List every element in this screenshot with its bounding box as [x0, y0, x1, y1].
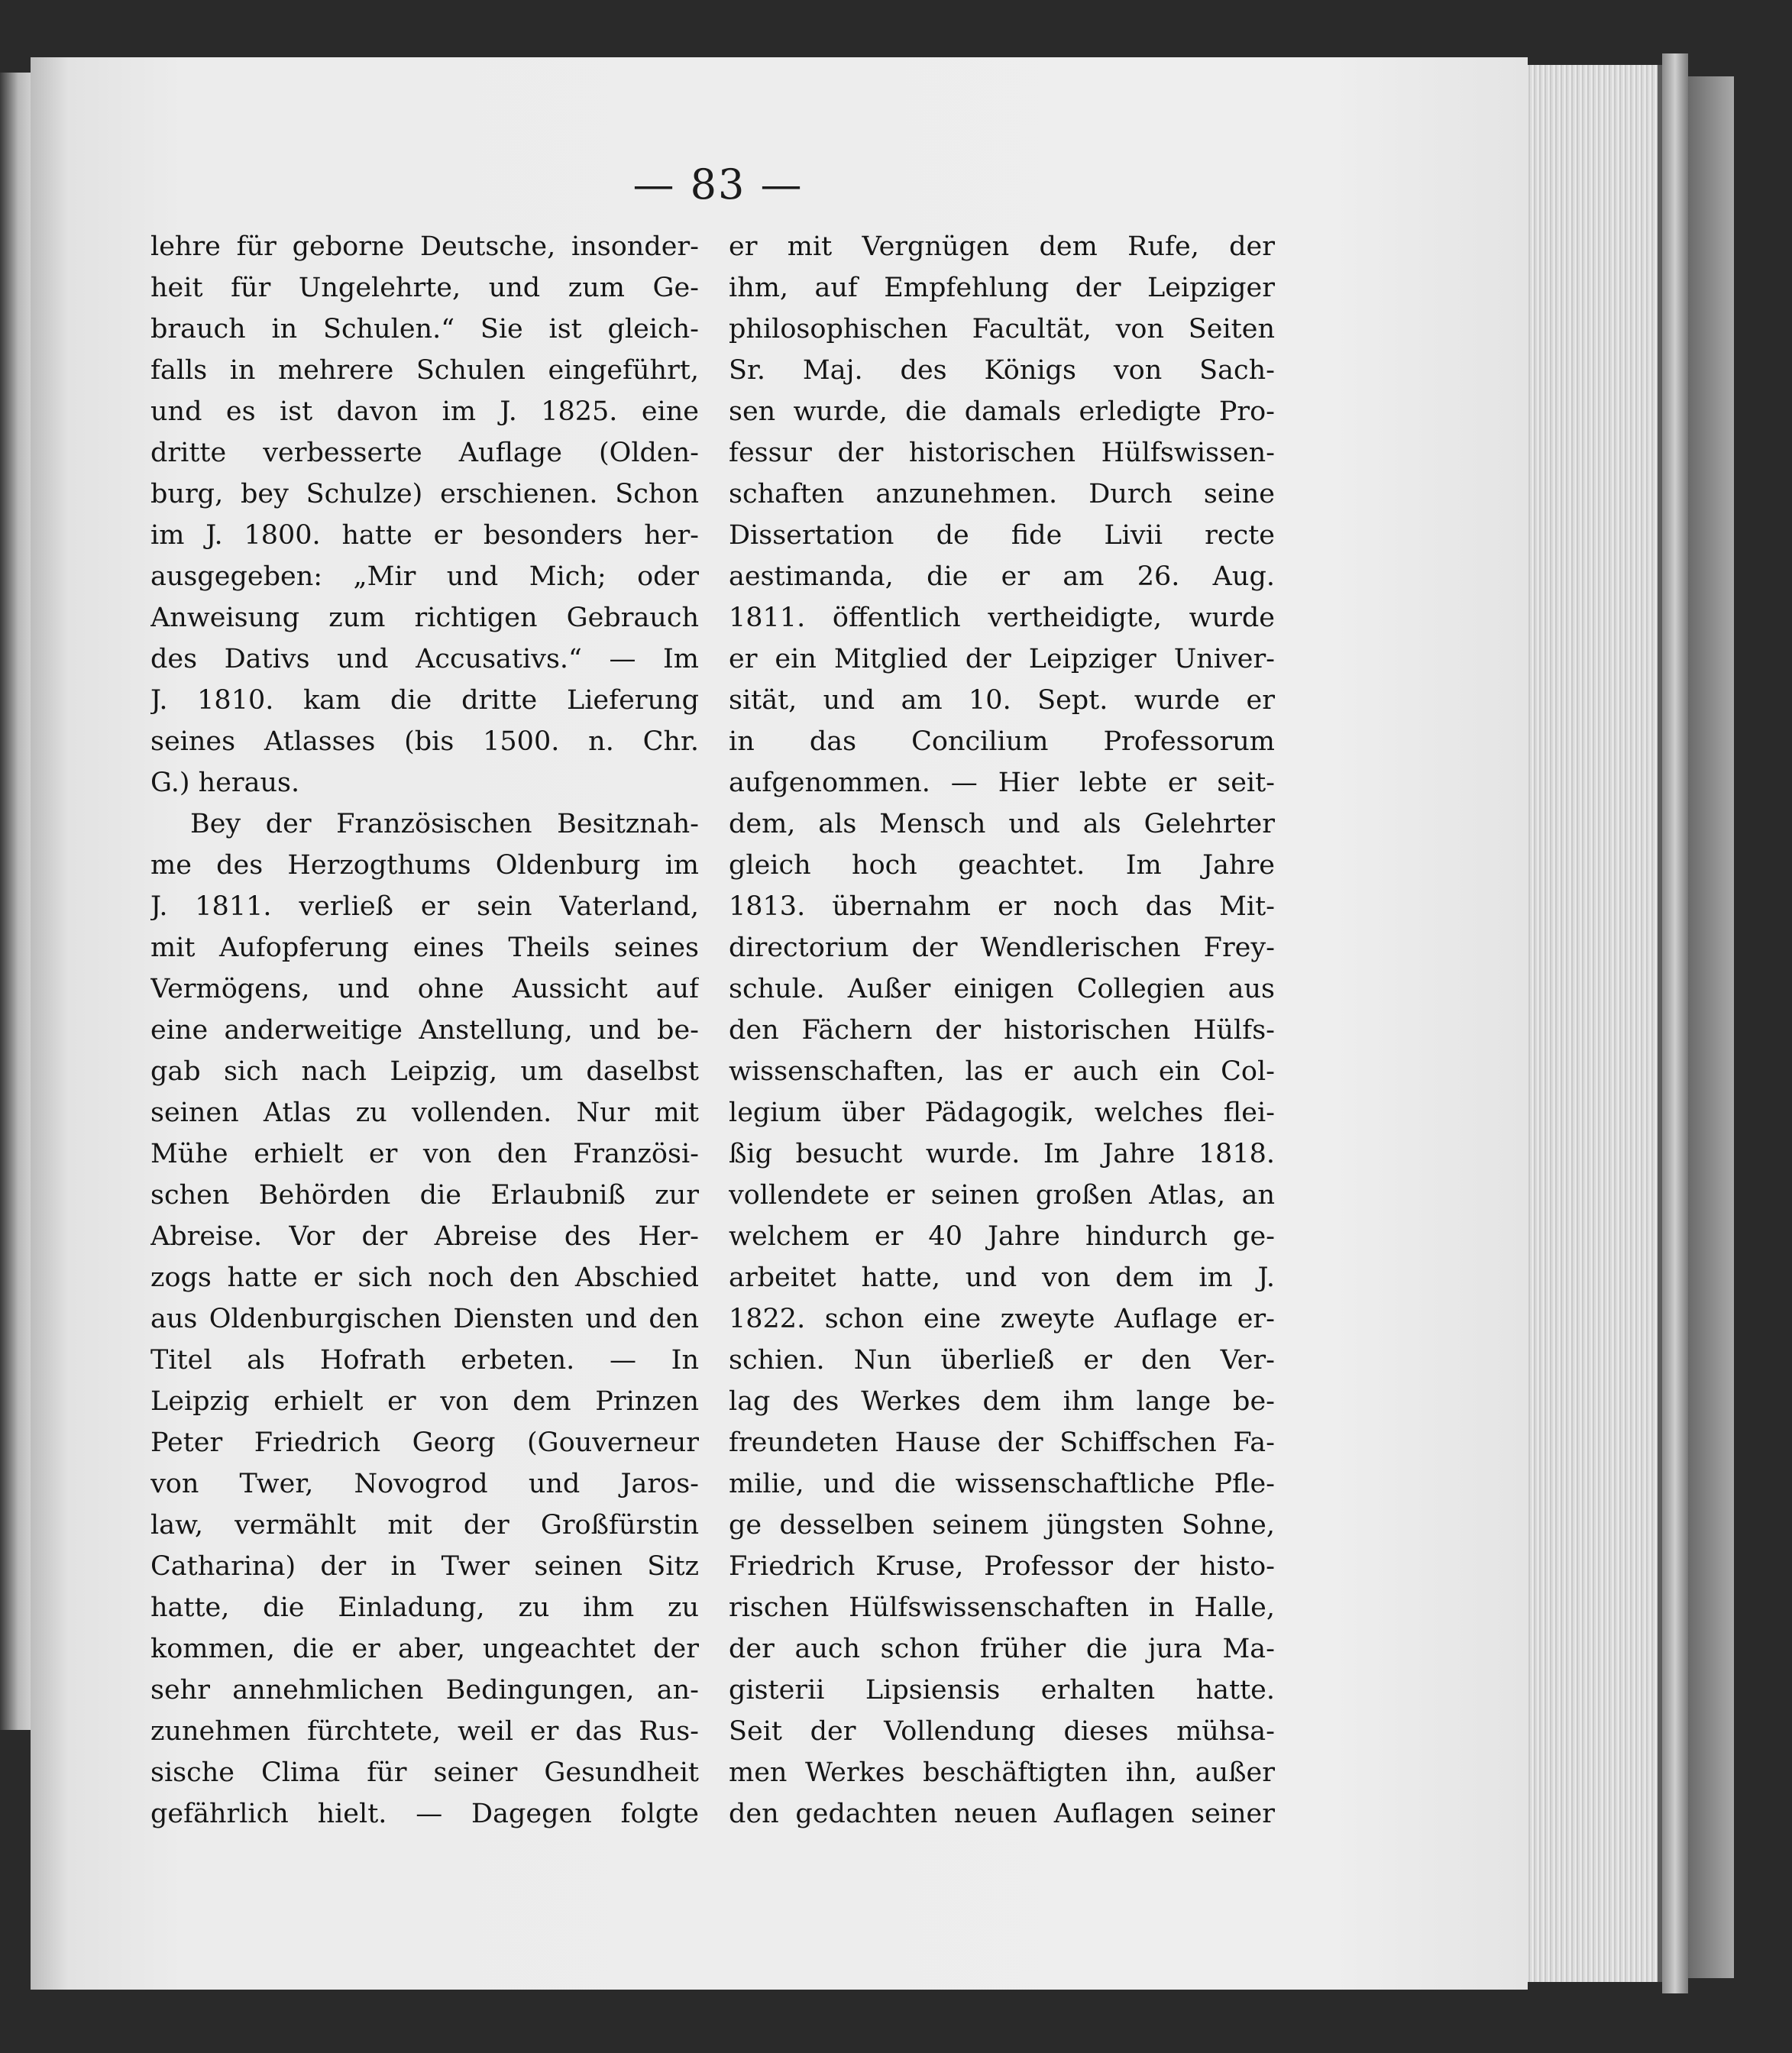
- text-line: gleich hoch geachtet. Im Jahre: [729, 850, 1275, 881]
- text-line: lehre für geborne Deutsche, insonder-: [150, 231, 699, 262]
- text-line: Anweisung zum richtigen Gebrauch: [150, 603, 699, 633]
- text-line: schen Behörden die Erlaubniß zur: [150, 1180, 699, 1211]
- text-line: ßig besucht wurde. Im Jahre 1818.: [729, 1139, 1275, 1169]
- text-line: und es ist davon im J. 1825. eine: [150, 396, 699, 427]
- text-line: G.) heraus.: [150, 768, 300, 798]
- text-column-left: [150, 226, 699, 1835]
- text-line: eine anderweitige Anstellung, und be-: [150, 1015, 699, 1046]
- text-line: philosophischen Facultät, von Seiten: [729, 314, 1275, 344]
- text-line: Friedrich Kruse, Professor der histo-: [729, 1551, 1275, 1582]
- text-line: 1813. übernahm er noch das Mit-: [729, 891, 1275, 922]
- text-line: me des Herzogthums Oldenburg im: [150, 850, 699, 881]
- text-line: sehr annehmlichen Bedingungen, an-: [150, 1675, 699, 1705]
- text-line: burg, bey Schulze) erschienen. Schon: [150, 479, 699, 509]
- text-line: Dissertation de fide Livii recte: [729, 520, 1275, 551]
- text-line: rischen Hülfswissenschaften in Halle,: [729, 1592, 1275, 1623]
- text-line: sen wurde, die damals erledigte Pro-: [729, 396, 1275, 427]
- text-line: zogs hatte er sich noch den Abschied: [150, 1263, 699, 1293]
- text-line: lag des Werkes dem ihm lange be-: [729, 1386, 1275, 1417]
- text-line: ge desselben seinem jüngsten Sohne,: [729, 1510, 1275, 1541]
- text-line: welchem er 40 Jahre hindurch ge-: [729, 1221, 1275, 1252]
- text-line: wissenschaften, las er auch ein Col-: [729, 1056, 1275, 1087]
- text-line: des Dativs und Accusativs.“ — Im: [150, 644, 699, 674]
- text-line: gefährlich hielt. — Dagegen folgte: [150, 1799, 699, 1829]
- text-line: fessur der historischen Hülfswissen-: [729, 438, 1275, 468]
- text-line: law, vermählt mit der Großfürstin: [150, 1510, 699, 1541]
- text-line: seines Atlasses (bis 1500. n. Chr.: [150, 726, 699, 757]
- text-line: Leipzig erhielt er von dem Prinzen: [150, 1386, 699, 1417]
- text-line: mit Aufopferung eines Theils seines: [150, 933, 699, 963]
- text-line: dritte verbesserte Auflage (Olden-: [150, 438, 699, 468]
- text-line: J. 1811. verließ er sein Vaterland,: [150, 891, 699, 922]
- text-line: brauch in Schulen.“ Sie ist gleich-: [150, 314, 699, 344]
- text-line: Catharina) der in Twer seinen Sitz: [150, 1551, 699, 1582]
- text-column-right: [729, 226, 1275, 1835]
- text-line: hatte, die Einladung, zu ihm zu: [150, 1592, 699, 1623]
- text-line: zunehmen fürchtete, weil er das Rus-: [150, 1716, 699, 1747]
- text-line: er ein Mitglied der Leipziger Univer-: [729, 644, 1275, 674]
- text-line: er mit Vergnügen dem Rufe, der: [729, 231, 1275, 262]
- text-line: schaften anzunehmen. Durch seine: [729, 479, 1275, 509]
- text-line: milie, und die wissenschaftliche Pfle-: [729, 1469, 1275, 1499]
- text-line: directorium der Wendlerischen Frey-: [729, 933, 1275, 963]
- text-line: freundeten Hause der Schiffschen Fa-: [729, 1427, 1275, 1458]
- text-line: sische Clima für seiner Gesundheit: [150, 1757, 699, 1788]
- text-line: falls in mehrere Schulen eingeführt,: [150, 355, 699, 386]
- page-number: — 83 —: [632, 160, 804, 209]
- text-line: dem, als Mensch und als Gelehrter: [729, 809, 1275, 839]
- text-line: kommen, die er aber, ungeachtet der: [150, 1634, 699, 1664]
- text-line: Peter Friedrich Georg (Gouverneur: [150, 1427, 699, 1458]
- text-line: sität, und am 10. Sept. wurde er: [729, 685, 1275, 716]
- text-line: gab sich nach Leipzig, um daselbst: [150, 1056, 699, 1087]
- text-line: in das Concilium Professorum: [729, 726, 1275, 757]
- book-cover-edge: [1662, 53, 1688, 1993]
- text-line: J. 1810. kam die dritte Lieferung: [150, 685, 699, 716]
- text-line: von Twer, Novogrod und Jaros-: [150, 1469, 699, 1499]
- text-line: Bey der Französischen Besitznah-: [190, 809, 699, 839]
- text-line: im J. 1800. hatte er besonders her-: [150, 520, 699, 551]
- text-line: schule. Außer einigen Collegien aus: [729, 974, 1275, 1004]
- page-stack-edges: [1520, 65, 1662, 1982]
- text-line: den gedachten neuen Auflagen seiner: [729, 1799, 1275, 1829]
- text-line: Mühe erhielt er von den Französi-: [150, 1139, 699, 1169]
- left-page-edge: [0, 73, 31, 1730]
- book-cover-back: [1688, 76, 1734, 1978]
- text-line: aestimanda, die er am 26. Aug.: [729, 561, 1275, 592]
- text-line: 1811. öffentlich vertheidigte, wurde: [729, 603, 1275, 633]
- text-line: Vermögens, und ohne Aussicht auf: [150, 974, 699, 1004]
- text-line: aufgenommen. — Hier lebte er seit-: [729, 768, 1275, 798]
- text-line: ihm, auf Empfehlung der Leipziger: [729, 273, 1275, 303]
- text-line: der auch schon früher die jura Ma-: [729, 1634, 1275, 1664]
- text-line: heit für Ungelehrte, und zum Ge-: [150, 273, 699, 303]
- text-line: 1822. schon eine zweyte Auflage er-: [729, 1304, 1275, 1334]
- text-line: den Fächern der historischen Hülfs-: [729, 1015, 1275, 1046]
- text-line: men Werkes beschäftigten ihn, außer: [729, 1757, 1275, 1788]
- text-line: gisterii Lipsiensis erhalten hatte.: [729, 1675, 1275, 1705]
- text-line: vollendete er seinen großen Atlas, an: [729, 1180, 1275, 1211]
- text-line: Titel als Hofrath erbeten. — In: [150, 1345, 699, 1376]
- text-line: aus Oldenburgischen Diensten und den: [150, 1304, 699, 1334]
- text-line: schien. Nun überließ er den Ver-: [729, 1345, 1275, 1376]
- text-line: arbeitet hatte, und von dem im J.: [729, 1263, 1275, 1293]
- text-line: ausgegeben: „Mir und Mich; oder: [150, 561, 699, 592]
- text-line: seinen Atlas zu vollenden. Nur mit: [150, 1098, 699, 1128]
- text-line: Abreise. Vor der Abreise des Her-: [150, 1221, 699, 1252]
- text-line: legium über Pädagogik, welches flei-: [729, 1098, 1275, 1128]
- text-line: Seit der Vollendung dieses mühsa-: [729, 1716, 1275, 1747]
- text-line: Sr. Maj. des Königs von Sach-: [729, 355, 1275, 386]
